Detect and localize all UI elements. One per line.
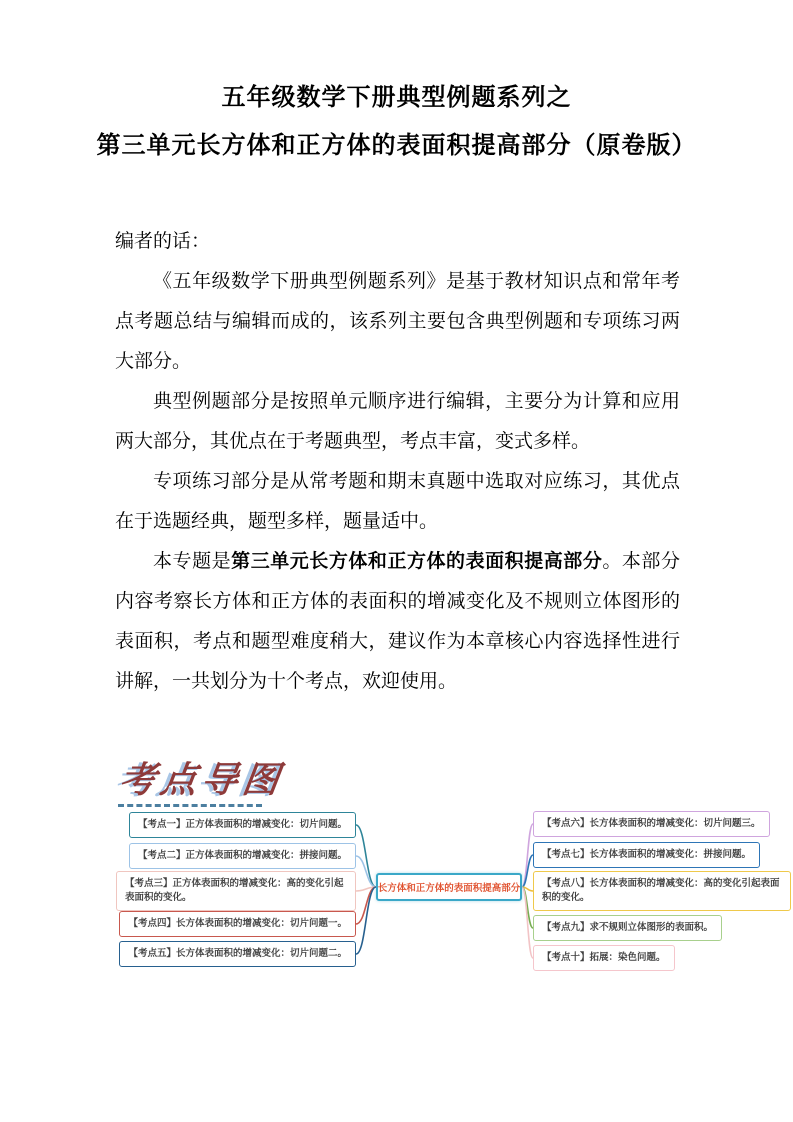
document-header xyxy=(0,0,793,170)
mindmap-canvas xyxy=(0,800,793,990)
mindmap-node-right-1: 【考点六】长方体表面积的增减变化：切片问题三。 xyxy=(533,811,770,837)
paragraph-topic xyxy=(115,542,680,702)
mindmap-title-underline xyxy=(118,789,262,807)
final-paragraph-suffix: 。本部分内容考察长方体和正方体的表面积的增减变化及不规则立体图形的表面积，考点和题型难度稍大，建议作为本章核心内容选择性进行讲解，一共划分为十个考点，欢迎使用。 xyxy=(115,551,680,692)
connector-line xyxy=(522,887,533,958)
paragraph-practice: 专项练习部分是从常考题和期末真题中选取对应练习，其优点在于选题经典，题型多样，题量适中。 xyxy=(115,471,680,532)
final-paragraph-prefix: 本专题是 xyxy=(153,551,232,572)
final-paragraph-bold: 第三单元长方体和正方体的表面积提高部分 xyxy=(231,551,603,572)
mindmap-node-right-2: 【考点七】长方体表面积的增减变化：拼接问题。 xyxy=(533,842,760,868)
mindmap-node-left-5: 【考点五】长方体表面积的增减变化：切片问题二。 xyxy=(119,941,356,967)
mindmap-center-label: 长方体和正方体的表面积提高部分 xyxy=(377,883,521,894)
mindmap-node-right-5: 【考点十】拓展：染色问题。 xyxy=(533,945,675,971)
mindmap-node-left-2: 【考点二】正方体表面积的增减变化：拼接问题。 xyxy=(129,843,356,869)
paragraph-series-intro: 《五年级数学下册典型例题系列》是基于教材知识点和常年考点考题总结与编辑而成的，该系列主要包含典型例题和专项练习两大部分。 xyxy=(115,271,680,372)
connector-line xyxy=(356,825,376,887)
mindmap-section-title: 考点导图 xyxy=(116,759,287,801)
doc-title-line1: 五年级数学下册典型例题系列之 xyxy=(221,84,572,111)
editor-note xyxy=(115,222,680,702)
mindmap-center-node xyxy=(376,873,522,901)
mindmap-node-left-3: 【考点三】正方体表面积的增减变化：高的变化引起表面积的变化。 xyxy=(116,871,356,911)
mindmap-node-left-4: 【考点四】长方体表面积的增减变化：切片问题一。 xyxy=(119,911,356,937)
mindmap-node-left-1: 【考点一】正方体表面积的增减变化：切片问题。 xyxy=(129,812,356,838)
doc-title-line2: 第三单元长方体和正方体的表面积提高部分（原卷版） xyxy=(96,132,697,159)
editor-note-heading: 编者的话： xyxy=(115,231,211,252)
paragraph-examples: 典型例题部分是按照单元顺序进行编辑，主要分为计算和应用两大部分，其优点在于考题典型，考点丰富，变式多样。 xyxy=(115,391,680,452)
connector-line xyxy=(356,887,376,954)
mindmap-node-right-4: 【考点九】求不规则立体图形的表面积。 xyxy=(533,915,722,941)
mindmap-node-right-3: 【考点八】长方体表面积的增减变化：高的变化引起表面积的变化。 xyxy=(533,871,791,911)
